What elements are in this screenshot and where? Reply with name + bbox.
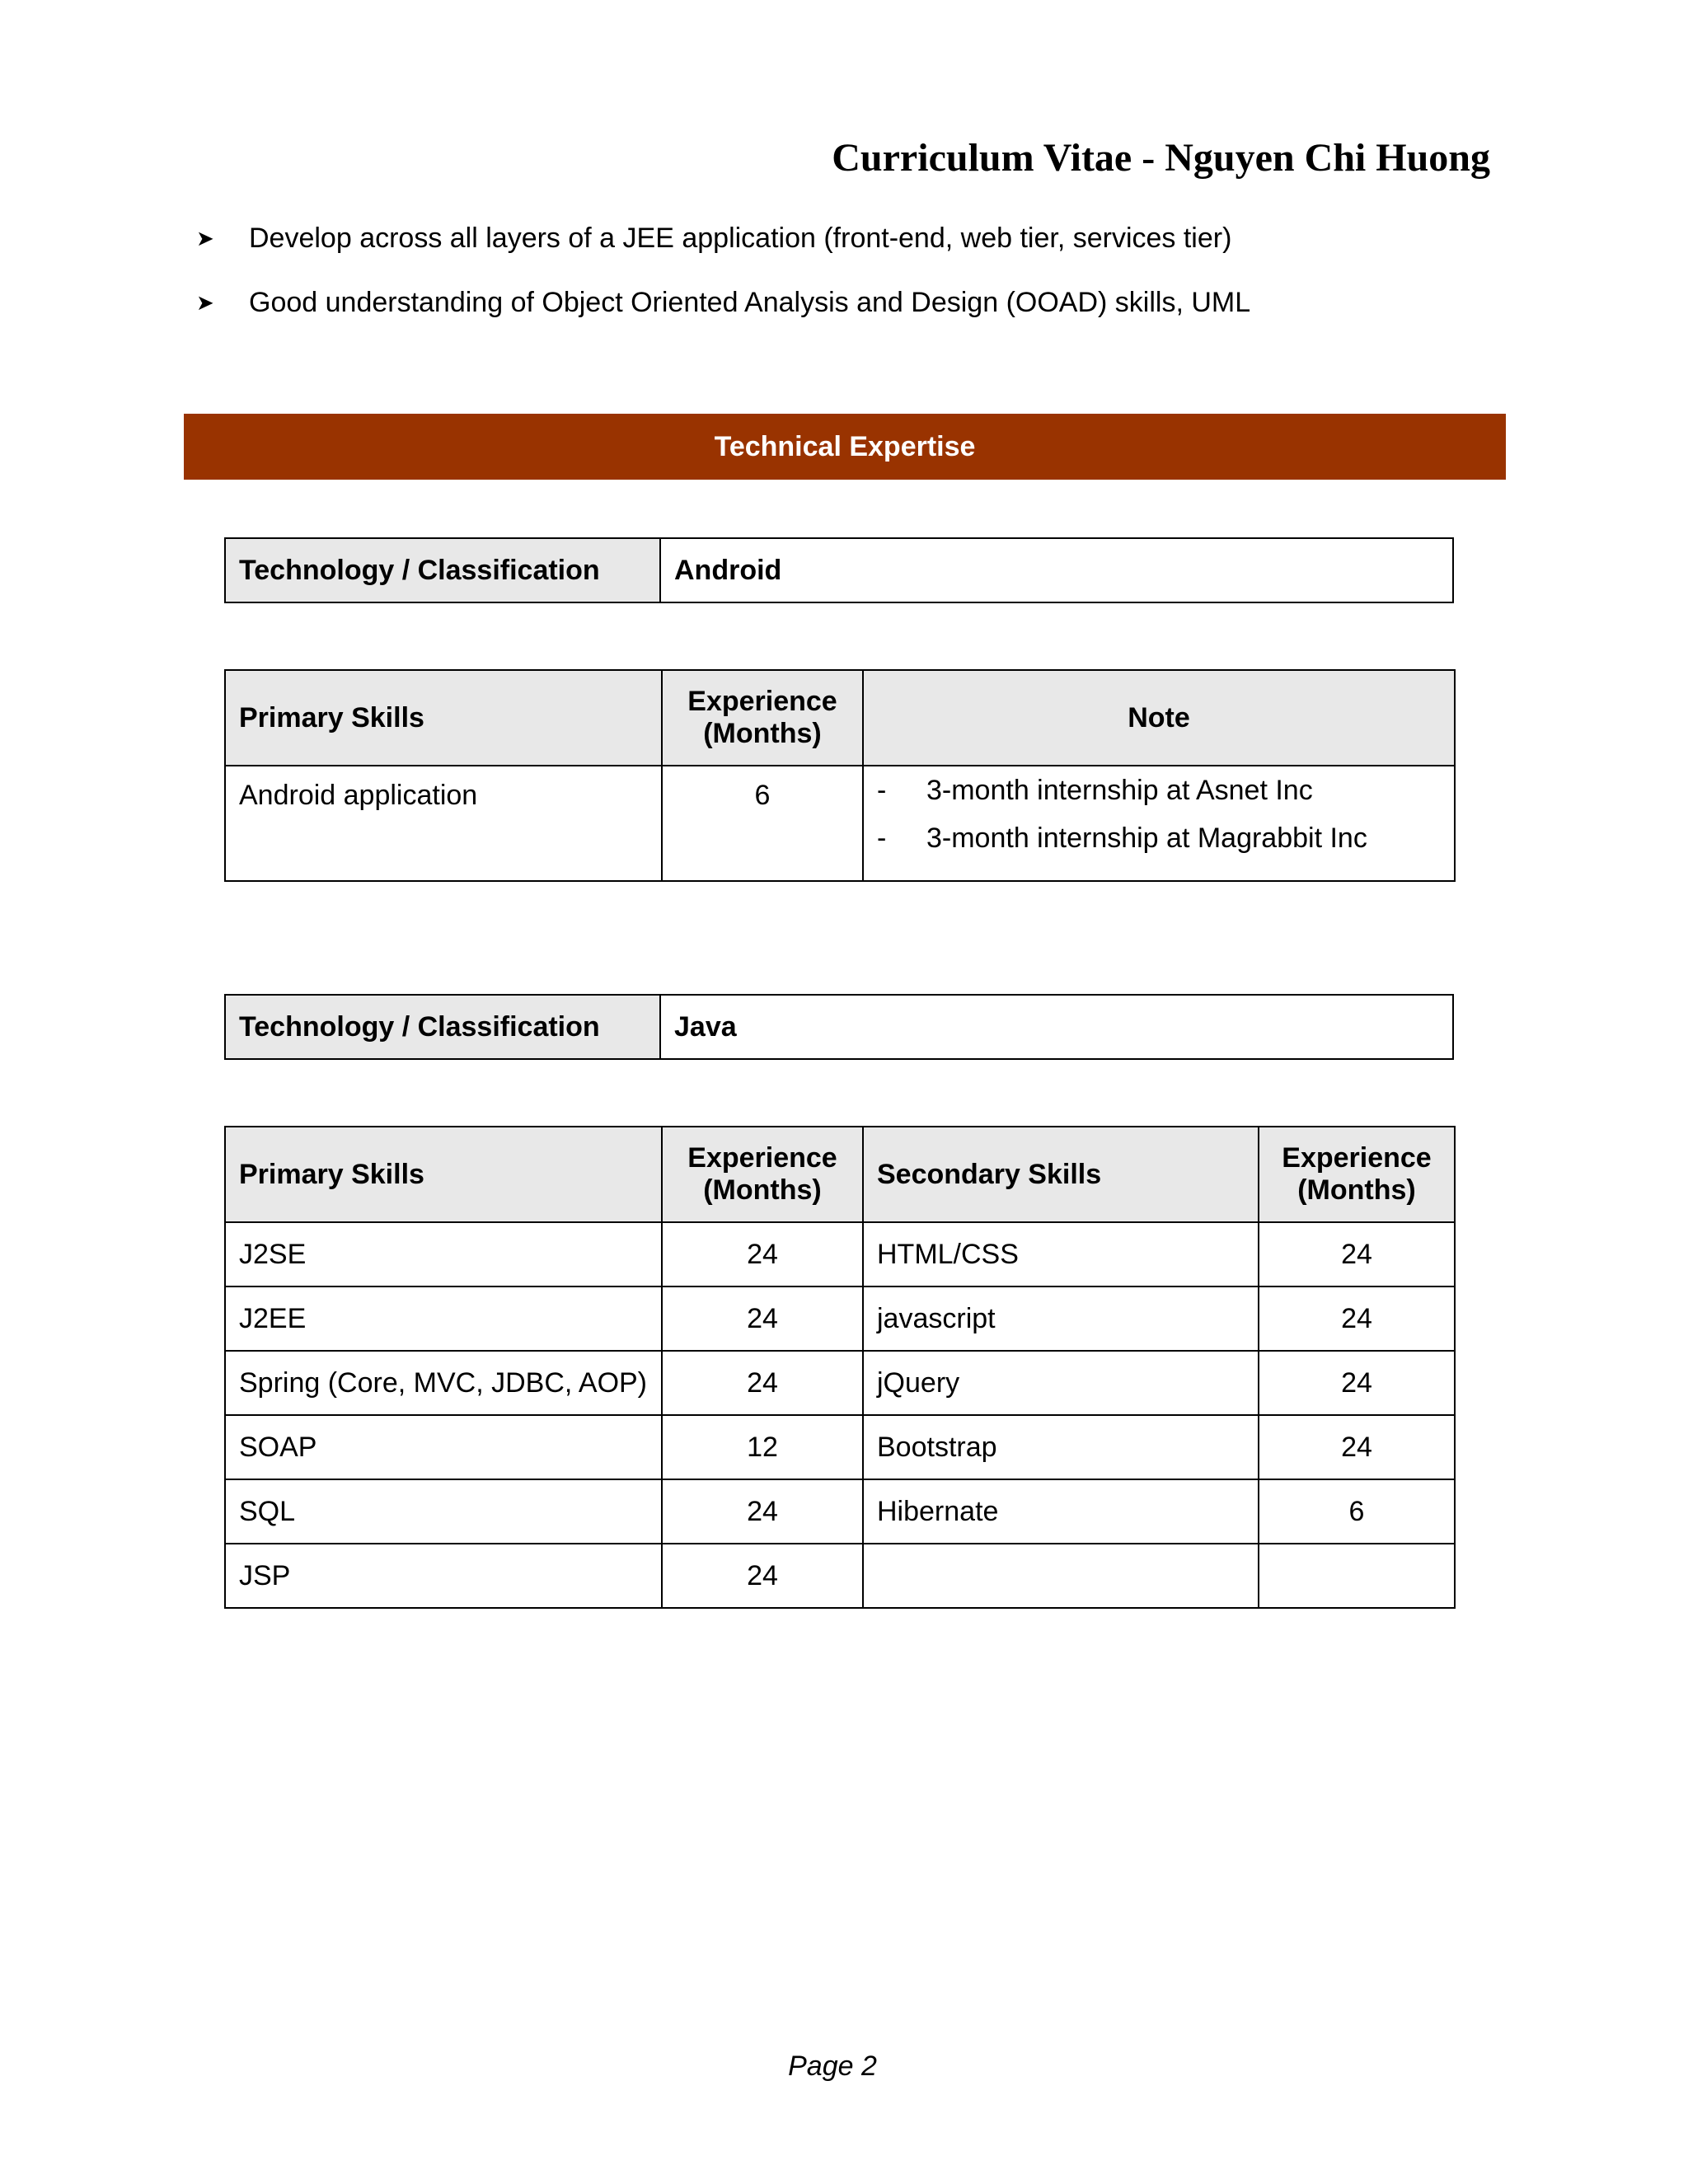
summary-bullet-list bbox=[196, 216, 1250, 344]
primary-skill-cell: SQL bbox=[225, 1479, 662, 1544]
secondary-skill-cell: jQuery bbox=[863, 1351, 1259, 1415]
classification-value: Java bbox=[660, 995, 1453, 1059]
table-row bbox=[225, 1222, 1455, 1286]
table-row bbox=[225, 1544, 1455, 1608]
table-row bbox=[225, 1479, 1455, 1544]
android-classification-table bbox=[224, 537, 1454, 603]
months-cell: 24 bbox=[662, 1479, 863, 1544]
page-title: Curriculum Vitae - Nguyen Chi Huong bbox=[832, 136, 1490, 180]
months-cell: 24 bbox=[1259, 1415, 1455, 1479]
classification-label: Technology / Classification bbox=[225, 995, 660, 1059]
months-cell: 24 bbox=[662, 1222, 863, 1286]
primary-skill-cell: J2SE bbox=[225, 1222, 662, 1286]
secondary-skill-cell: HTML/CSS bbox=[863, 1222, 1259, 1286]
months-cell: 24 bbox=[1259, 1222, 1455, 1286]
column-header-experience: Experience (Months) bbox=[662, 670, 863, 766]
list-item bbox=[196, 216, 1250, 260]
java-skills-table bbox=[224, 1126, 1456, 1609]
column-header-primary-skills: Primary Skills bbox=[225, 1127, 662, 1222]
table-row bbox=[225, 1286, 1455, 1351]
java-classification-table bbox=[224, 994, 1454, 1060]
secondary-skill-cell: Hibernate bbox=[863, 1479, 1259, 1544]
months-cell: 24 bbox=[662, 1351, 863, 1415]
secondary-skill-cell bbox=[863, 1544, 1259, 1608]
secondary-skill-cell: Bootstrap bbox=[863, 1415, 1259, 1479]
months-cell: 24 bbox=[1259, 1286, 1455, 1351]
column-header-experience: Experience (Months) bbox=[662, 1127, 863, 1222]
classification-value: Android bbox=[660, 538, 1453, 602]
column-header-note: Note bbox=[863, 670, 1455, 766]
note-list bbox=[877, 766, 1441, 862]
note-text: 3-month internship at Magrabbit Inc bbox=[926, 822, 1367, 854]
column-header-secondary-skills: Secondary Skills bbox=[863, 1127, 1259, 1222]
list-item: - 3-month internship at Magrabbit Inc bbox=[877, 822, 1367, 854]
table-row bbox=[225, 1351, 1455, 1415]
primary-skill-cell: J2EE bbox=[225, 1286, 662, 1351]
months-cell: 12 bbox=[662, 1415, 863, 1479]
primary-skill-cell: SOAP bbox=[225, 1415, 662, 1479]
months-cell bbox=[1259, 1544, 1455, 1608]
note-cell bbox=[863, 766, 1455, 881]
list-item bbox=[196, 280, 1250, 325]
months-cell: 24 bbox=[1259, 1351, 1455, 1415]
primary-skill-cell: JSP bbox=[225, 1544, 662, 1608]
primary-skill-cell: Spring (Core, MVC, JDBC, AOP) bbox=[225, 1351, 662, 1415]
arrow-bullet-icon: ➤ bbox=[196, 289, 214, 315]
months-cell: 6 bbox=[662, 766, 863, 881]
android-skills-table bbox=[224, 669, 1456, 882]
bullet-text: Good understanding of Object Oriented Analysis and Design (OOAD) skills, UML bbox=[249, 286, 1251, 318]
table-row bbox=[225, 766, 1455, 881]
months-cell: 24 bbox=[662, 1286, 863, 1351]
list-item: - 3-month internship at Asnet Inc bbox=[877, 774, 1313, 806]
section-header-technical-expertise: Technical Expertise bbox=[184, 414, 1506, 480]
classification-label: Technology / Classification bbox=[225, 538, 660, 602]
column-header-experience-secondary: Experience (Months) bbox=[1259, 1127, 1455, 1222]
skill-cell: Android application bbox=[225, 766, 662, 881]
arrow-bullet-icon: ➤ bbox=[196, 225, 214, 251]
months-cell: 24 bbox=[662, 1544, 863, 1608]
table-row bbox=[225, 1415, 1455, 1479]
secondary-skill-cell: javascript bbox=[863, 1286, 1259, 1351]
page-number: Page 2 bbox=[788, 2050, 877, 2082]
note-text: 3-month internship at Asnet Inc bbox=[926, 774, 1313, 806]
column-header-primary-skills: Primary Skills bbox=[225, 670, 662, 766]
months-cell: 6 bbox=[1259, 1479, 1455, 1544]
bullet-text: Develop across all layers of a JEE application (front-end, web tier, services tier) bbox=[249, 222, 1232, 254]
